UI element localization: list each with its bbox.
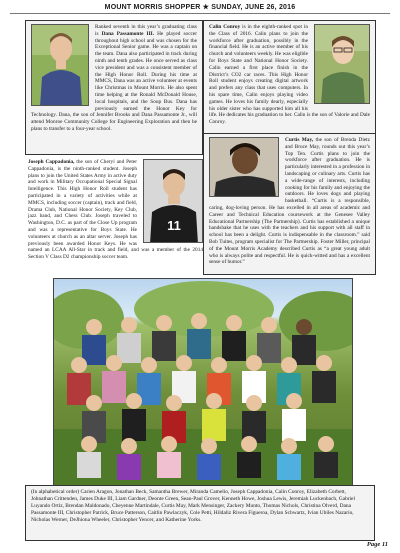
curtis-bio-box xyxy=(203,133,376,275)
joseph-portrait xyxy=(143,159,203,243)
curtis-portrait xyxy=(209,137,279,197)
group-photo xyxy=(53,278,353,488)
masthead-rule xyxy=(10,13,390,14)
page-number: Page 11 xyxy=(366,541,388,548)
calin-portrait-image xyxy=(315,25,370,104)
curtis-bio-text: Curtis May, the son of Brenda Dietz and Bruce May, rounds out this year’s Top Ten. Curtis plans to join the workforce after graduation. He is particularly interested in a profession in landscaping or culinary arts. Curtis has a wide-range of interests, including cooking for his family and enjoying the outdoors. He loves dogs and playing basketball. “Curtis is a responsible, caring, dog-loving person. He has excelled in all areas of academic and Career and Technical Education coursework at the Genesee Valley Educational Partnership (The Partnership). Curtis has established a unique handshake that he uses with the teachers and his support with all staff in school has been a delight. Curtis is indispensable in the classroom.” said Bob Tuites, program specialist for The Partnership. Foster Miller, principal of the Mount Morris Academy described Curtis as “a great young adult who is always polite and respectful. He is quick-witted and has a excellent sense of humor.” xyxy=(209,137,370,266)
curtis-portrait-image xyxy=(210,138,279,197)
group-photo-caption: (In alphabetical order) Carien Aragon, Jonathan Beck, Samantha Brewer, Miranda Camelio, Joseph Cappadonia, Calin Conroy, Elizabeth Corbett, Johnathan Crittenden, James Duke III, Liam Gardner, Deonte Green, Sean-Paul Grover, Kenneth Howe, Joshua Lewis, Jeremiah Luckenbach, Gabriel Luyando Ortiz, Brendan Maldonado, Cheyenne Martindale, Curtis May, Mark Mensinger, Zackery Munto, Thomas Nichols, Christina Olverd, Dana Passamonte III, Christopher Patrick, Bruce Patterson, Caitlin Pawlaczyk, Cole Petti, Hildaliz Rivera Figueroa, Dylan Schwartz, Ivian Ubiles Nazario, Nicholas Werner, DeJhiona Wheeler, Christopher Yencer, and Katherine Yorks. xyxy=(25,485,375,541)
dana-portrait xyxy=(31,24,89,106)
jersey-number: 11 xyxy=(167,218,181,233)
joseph-bio-text: Joseph Cappadonia, the son of Cheryl and Peter Cappadonia, is the ninth-ranked student. Joseph plans to join the United States Army in active duty and work in Military Occupational Special Signal Intelligence. This High Honor Roll student has participated in a variety of activities while at MMCS, including soccer (captain), track and field, Drama Club, National Honor Society, Key Club, jazz band, and Chess Club. Joseph traveled to Washington, D.C. as part of the Close Up program and was a representative for Boys State. He volunteers at church as an altar server. Joseph has previously been awarded Honor Keys. He was named an LCAA All-Star in track and field, and was a member of the 2014 Section V Class D2 championship soccer team. xyxy=(28,159,203,261)
calin-portrait xyxy=(314,24,370,104)
calin-bio-text: Calin Conroy is in the eighth-ranked spot in the Class of 2016. Calin plans to join the workforce after graduation, possibly in the financial field. He is an active member of his church and volunteers weekly. He was eligible for Boys State and National Honor Society. Calin earned a first place finish in the District’s CO2 car races. This High Honor Roll student enjoys creating digital artwork and prefers any class that uses computers. In his spare time, Calin enjoys playing video games. He loves his family dearly, especially his older sister who has supported him all his life. He dedicates his graduation to her. Calin is the son of Valorie and Dale Conroy. xyxy=(209,24,370,126)
dana-portrait-image xyxy=(32,25,89,106)
joseph-bio xyxy=(28,159,203,275)
dana-bio-text: Ranked seventh in this year’s graduating class is Dana Passamonte III. He played soccer throughout high school and was chosen for the Exceptional Senior game. He was a captain on the team. Dana also participated in track during ninth and tenth grades. He once served as class vice president and was a consistent member of the High Honor Roll. During his time at MMCS, Dana was an active volunteer at events like Christmas in Mount Morris. He also spent time helping at the Ronald McDonald House, local hospitals, and the Soup Bus. Dana has previously earned the Honor Key for Technology. Dana, the son of Jennifer Brooks and Dana Passamonte Jr., will attend Monroe Community College for Engineering Exploration and then he plans to transfer to a four-year school. xyxy=(31,24,198,132)
masthead: MOUNT MORRIS SHOPPER ★ SUNDAY, JUNE 26, 2016 xyxy=(104,4,296,11)
group-photo-image xyxy=(54,279,352,487)
dana-bio-box xyxy=(25,20,203,155)
joseph-portrait-image xyxy=(144,160,203,243)
